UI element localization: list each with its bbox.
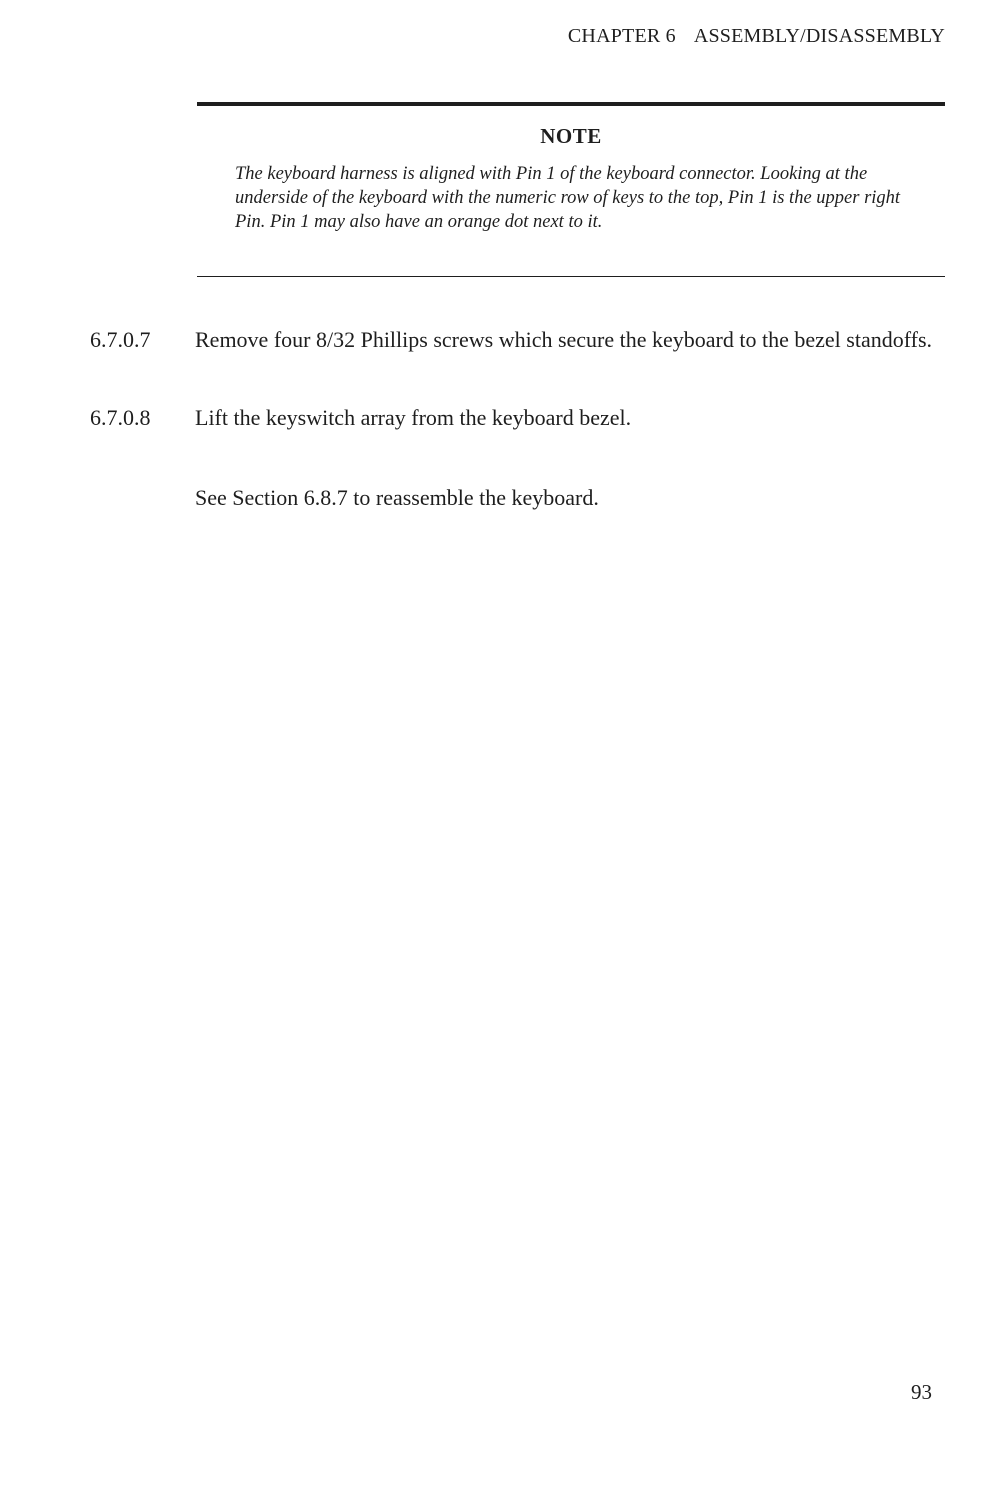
step-text: Remove four 8/32 Phillips screws which secure the keyboard to the bezel standoffs.: [195, 327, 933, 352]
note-body: The keyboard harness is aligned with Pin 1 of the keyboard connector. Looking at the underside of the keyboard with the numeric row of keys to the top, Pin 1 is the upper right Pin. Pin 1 may also have an orange dot next to it.: [235, 164, 901, 232]
chapter-label: CHAPTER 6: [567, 25, 676, 47]
reassembly-reference: See Section 6.8.7 to reassemble the keyboard.: [195, 485, 599, 510]
note-top-rule: [197, 102, 945, 106]
step-number: 6.7.0.7: [90, 327, 151, 352]
page-number: 93: [911, 1380, 932, 1404]
running-header: [568, 25, 945, 48]
note-bottom-rule: [197, 276, 945, 277]
note-title: NOTE: [540, 124, 602, 148]
chapter-title: ASSEMBLY/DISASSEMBLY: [693, 25, 945, 47]
step-number: 6.7.0.8: [90, 405, 151, 430]
step-text: Lift the keyswitch array from the keyboard bezel.: [195, 405, 632, 430]
